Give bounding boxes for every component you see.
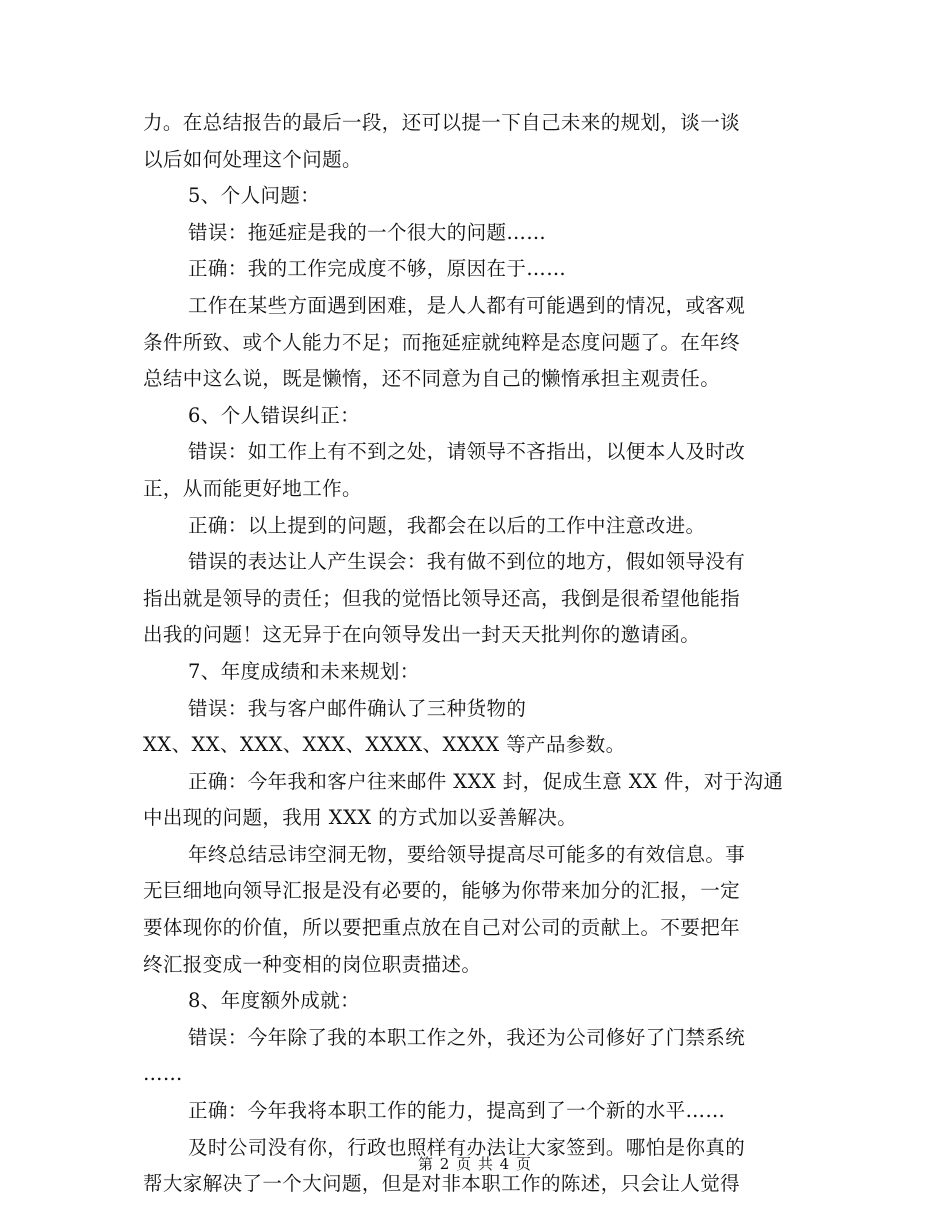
text-line: 条件所致、或个人能力不足；而拖延症就纯粹是态度问题了。在年终: [143, 330, 741, 354]
text-line: 帮大家解决了一个大问题，但是对非本职工作的陈述，只会让人觉得: [143, 1172, 741, 1196]
text-line: 出我的问题！这无异于在向领导发出一封天天批判你的邀请函。: [143, 623, 701, 647]
text-line: 错误：我与客户邮件确认了三种货物的: [188, 696, 527, 720]
text-line: XX、XX、XXX、XXX、XXXX、XXXX 等产品参数。: [143, 733, 626, 757]
text-line: 指出就是领导的责任；但我的觉悟比领导还高，我倒是很希望他能指: [143, 586, 741, 610]
text-line: 8、年度额外成就：: [188, 989, 361, 1013]
text-line: 正确：今年我将本职工作的能力，提高到了一个新的水平……: [188, 1099, 726, 1123]
text-line: 正确：今年我和客户往来邮件 XXX 封，促成生意 XX 件，对于沟通: [188, 769, 784, 793]
text-line: 总结中这么说，既是懒惰，还不同意为自己的懒惰承担主观责任。: [143, 367, 721, 391]
text-line: ……: [143, 1062, 183, 1086]
text-line: 错误：如工作上有不到之处，请领导不吝指出，以便本人及时改: [188, 440, 746, 464]
text-line: 无巨细地向领导汇报是没有必要的，能够为你带来加分的汇报，一定: [143, 879, 741, 903]
text-line: 工作在某些方面遇到困难，是人人都有可能遇到的情况，或客观: [188, 293, 746, 317]
text-line: 年终总结忌讳空洞无物，要给领导提高尽可能多的有效信息。事: [188, 842, 746, 866]
text-line: 正，从而能更好地工作。: [143, 476, 362, 500]
text-line: 及时公司没有你，行政也照样有办法让大家签到。哪怕是你真的: [188, 1135, 746, 1159]
text-line: 错误：拖延症是我的一个很大的问题……: [188, 220, 547, 244]
text-line: 7、年度成绩和未来规划：: [188, 659, 420, 683]
text-line: 错误的表达让人产生误会：我有做不到位的地方，假如领导没有: [188, 550, 746, 574]
text-line: 5、个人问题：: [188, 184, 321, 208]
text-line: 6、个人错误纠正：: [188, 403, 361, 427]
text-line: 中出现的问题，我用 XXX 的方式加以妥善解决。: [143, 806, 578, 830]
text-line: 以后如何处理这个问题。: [143, 147, 362, 171]
text-line: 力。在总结报告的最后一段，还可以提一下自己未来的规划，谈一谈: [143, 111, 741, 134]
document-body: [143, 105, 808, 1203]
page-footer: 第 2 页 共 4 页: [418, 1155, 532, 1173]
text-line: 错误：今年除了我的本职工作之外，我还为公司修好了门禁系统: [188, 1025, 746, 1049]
text-line: 要体现你的价值，所以要把重点放在自己对公司的贡献上。不要把年: [143, 916, 741, 940]
text-line: 正确：我的工作完成度不够，原因在于……: [188, 257, 567, 281]
text-line: 终汇报变成一种变相的岗位职责描述。: [143, 952, 482, 976]
text-line: 正确：以上提到的问题，我都会在以后的工作中注意改进。: [188, 513, 706, 537]
